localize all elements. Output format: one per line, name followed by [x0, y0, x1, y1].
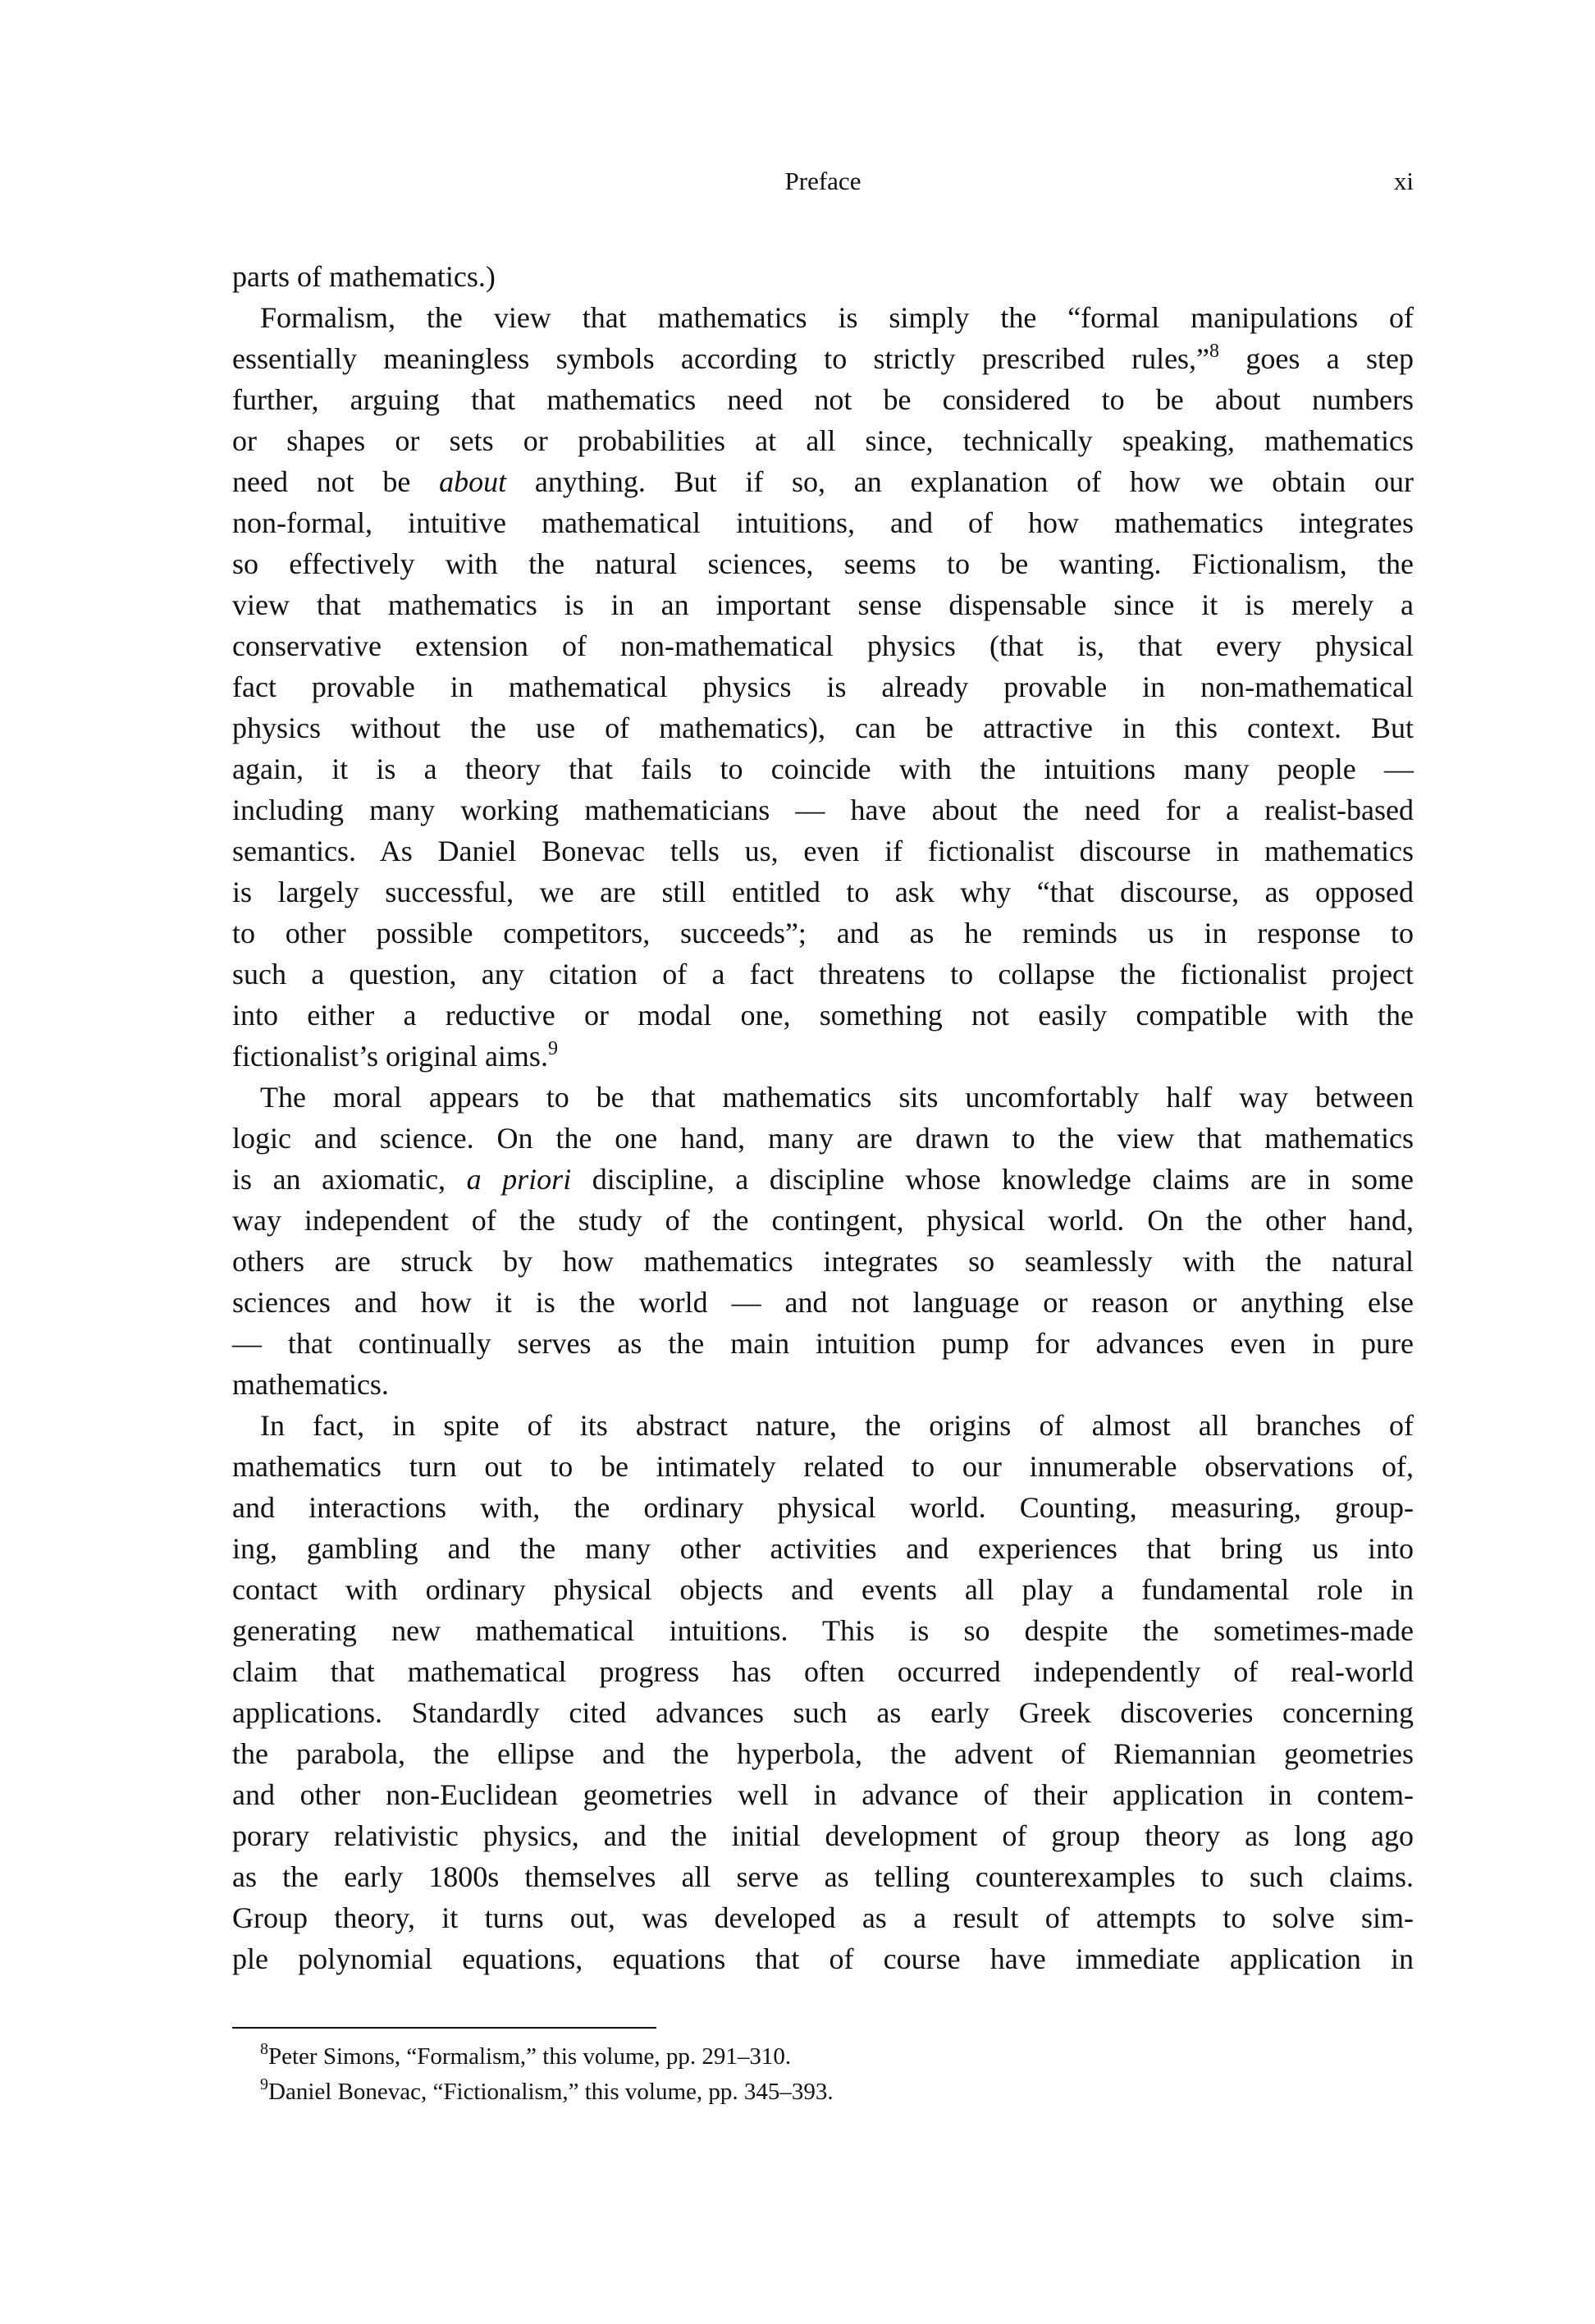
text-line	[232, 1774, 1414, 1815]
footnote-mark: 9	[260, 2075, 268, 2093]
text-line	[232, 379, 1414, 420]
text-line	[232, 1118, 1414, 1159]
footnotes	[232, 2039, 1414, 2110]
text-line	[232, 1651, 1414, 1692]
text-line	[232, 1897, 1414, 1938]
footnote	[232, 2039, 1414, 2075]
text-line	[232, 913, 1414, 954]
text-segment: logic and science. On the one hand, many are drawn to the view that mathematics	[232, 1122, 1414, 1155]
text-segment: so effectively with the natural sciences, seems to be wanting. Fictionalism, the	[232, 547, 1414, 580]
text-line	[232, 1528, 1414, 1569]
text-line	[232, 1036, 1414, 1077]
text-segment: further, arguing that mathematics need not be considered to be about numbers	[232, 383, 1414, 416]
text-line	[232, 256, 1414, 297]
text-segment: into either a reductive or modal one, something not easily compatible with the	[232, 999, 1414, 1032]
text-line	[232, 1364, 1414, 1405]
text-segment: mathematics turn out to be intimately related to our innumerable observations of,	[232, 1450, 1414, 1483]
running-header	[232, 167, 1414, 203]
text-line	[232, 338, 1414, 379]
text-segment: way independent of the study of the contingent, physical world. On the other hand,	[232, 1204, 1414, 1237]
text-segment: such a question, any citation of a fact threatens to collapse the fictionalist project	[232, 958, 1414, 990]
text-line	[232, 1569, 1414, 1610]
text-line	[232, 420, 1414, 461]
body-text	[232, 256, 1414, 1979]
footnote	[232, 2075, 1414, 2110]
text-segment: physics without the use of mathematics), can be attractive in this context. But	[232, 711, 1414, 744]
text-segment: mathematics.	[232, 1368, 389, 1401]
text-segment: others are struck by how mathematics integrates so seamlessly with the natural	[232, 1245, 1414, 1278]
text-segment: and interactions with, the ordinary physical world. Counting, measuring, group-	[232, 1491, 1414, 1524]
footnote-ref: 9	[547, 1038, 558, 1059]
text-segment: Formalism, the view that mathematics is simply the “formal manipulations of	[260, 301, 1414, 334]
text-line	[232, 954, 1414, 995]
text-line	[232, 1282, 1414, 1323]
text-line	[232, 1938, 1414, 1979]
text-segment: or shapes or sets or probabilities at all since, technically speaking, mathematics	[232, 424, 1414, 457]
text-segment: the parabola, the ellipse and the hyperbola, the advent of Riemannian geometries	[232, 1737, 1414, 1770]
text-segment: essentially meaningless symbols according to strictly prescribed rules,”	[232, 342, 1210, 375]
text-line	[232, 1487, 1414, 1528]
text-segment: fictionalist’s original aims.	[232, 1040, 548, 1073]
text-line	[232, 502, 1414, 543]
text-segment: The moral appears to be that mathematics sits uncomfortably half way between	[260, 1081, 1414, 1114]
text-line	[232, 1241, 1414, 1282]
text-segment: fact provable in mathematical physics is already provable in non-mathematical	[232, 670, 1414, 703]
text-line	[232, 1446, 1414, 1487]
running-title: Preface	[784, 167, 861, 195]
text-line	[232, 707, 1414, 748]
text-line	[232, 1405, 1414, 1446]
text-line	[232, 1200, 1414, 1241]
text-segment: again, it is a theory that fails to coincide with the intuitions many people —	[232, 753, 1414, 785]
text-line	[232, 1159, 1414, 1200]
text-line	[232, 1733, 1414, 1774]
text-segment: parts of mathematics.)	[232, 260, 496, 293]
text-segment: non-formal, intuitive mathematical intuitions, and of how mathematics integrates	[232, 506, 1414, 539]
text-segment: is an axiomatic,	[232, 1163, 467, 1196]
text-segment: and other non-Euclidean geometries well in advance of their application in contem-	[232, 1778, 1414, 1811]
footnote-mark: 8	[260, 2040, 268, 2058]
text-segment: semantics. As Daniel Bonevac tells us, even if fictionalist discourse in mathematics	[232, 835, 1414, 867]
footnote-ref: 8	[1209, 341, 1220, 362]
text-line	[232, 543, 1414, 584]
text-segment: — that continually serves as the main intuition pump for advances even in pure	[232, 1327, 1414, 1360]
text-segment: including many working mathematicians — have about the need for a realist-based	[232, 794, 1414, 826]
text-segment: contact with ordinary physical objects and events all play a fundamental role in	[232, 1573, 1414, 1606]
text-segment: is largely successful, we are still entitled to ask why “that discourse, as opposed	[232, 876, 1414, 908]
text-segment: anything. But if so, an explanation of how we obtain our	[506, 465, 1414, 498]
text-line	[232, 1856, 1414, 1897]
text-segment: claim that mathematical progress has often occurred independently of real-world	[232, 1655, 1414, 1688]
text-line	[232, 1077, 1414, 1118]
text-segment: conservative extension of non-mathematical physics (that is, that every physical	[232, 629, 1414, 662]
text-line	[232, 830, 1414, 872]
text-segment: applications. Standardly cited advances such as early Greek discoveries concerning	[232, 1696, 1414, 1729]
text-segment: sciences and how it is the world — and not language or reason or anything else	[232, 1286, 1414, 1319]
text-segment: In fact, in spite of its abstract nature, the origins of almost all branches of	[260, 1409, 1414, 1442]
italic-text: a priori	[466, 1163, 572, 1196]
text-line	[232, 1815, 1414, 1856]
text-line	[232, 1692, 1414, 1733]
text-segment: ing, gambling and the many other activities and experiences that bring us into	[232, 1532, 1414, 1565]
text-line	[232, 625, 1414, 666]
text-line	[232, 1323, 1414, 1364]
text-line	[232, 789, 1414, 830]
text-segment: discipline, a discipline whose knowledge claims are in some	[571, 1163, 1414, 1196]
text-line	[232, 461, 1414, 502]
page-number: xi	[1393, 167, 1414, 195]
footnote-text: Daniel Bonevac, “Fictionalism,” this volume, pp. 345–393.	[268, 2079, 834, 2105]
text-line	[232, 995, 1414, 1036]
text-line	[232, 872, 1414, 913]
text-segment: goes a step	[1219, 342, 1414, 375]
text-line	[232, 1610, 1414, 1651]
text-segment: to other possible competitors, succeeds”; and as he reminds us in response to	[232, 917, 1414, 949]
text-segment: as the early 1800s themselves all serve as telling counterexamples to such claims.	[232, 1860, 1414, 1893]
text-line	[232, 748, 1414, 789]
text-segment: ple polynomial equations, equations that of course have immediate application in	[232, 1942, 1414, 1975]
text-segment: porary relativistic physics, and the initial development of group theory as long ago	[232, 1819, 1414, 1852]
text-line	[232, 297, 1414, 338]
italic-text: about	[439, 465, 507, 498]
text-segment: generating new mathematical intuitions. This is so despite the sometimes-made	[232, 1614, 1414, 1647]
text-line	[232, 584, 1414, 625]
text-segment: Group theory, it turns out, was developed as a result of attempts to solve sim-	[232, 1901, 1414, 1934]
footnote-rule	[232, 2027, 656, 2029]
text-line	[232, 666, 1414, 707]
footnote-text: Peter Simons, “Formalism,” this volume, pp. 291–310.	[268, 2043, 792, 2070]
text-segment: need not be	[232, 465, 440, 498]
text-segment: view that mathematics is in an important sense dispensable since it is merely a	[232, 588, 1414, 621]
